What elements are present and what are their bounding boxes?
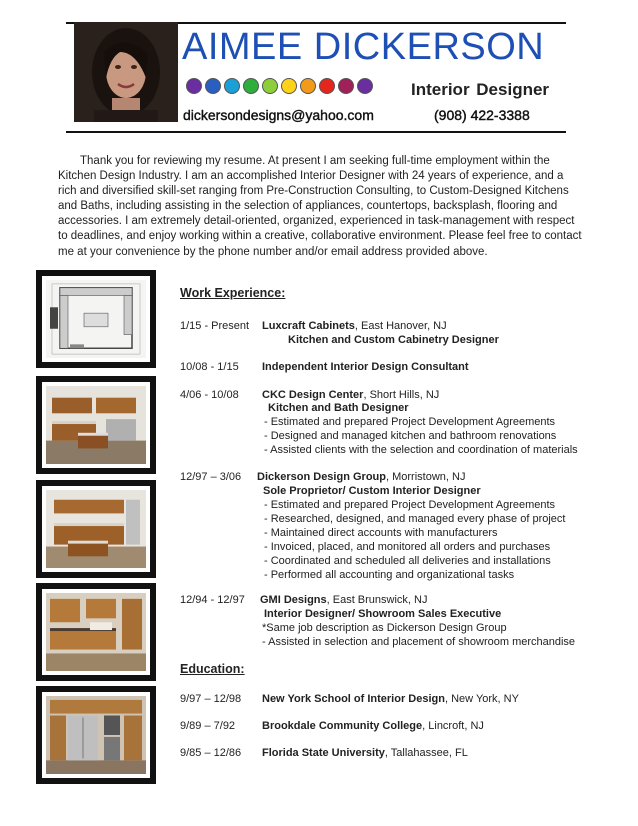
- profile-photo: [74, 22, 178, 122]
- job-location: , Short Hills, NJ: [363, 389, 440, 401]
- job-company: Dickerson Design Group: [257, 471, 386, 483]
- job-bullet: - Assisted in selection and placement of showroom merchandise: [262, 636, 576, 648]
- header-bottom-rule: [66, 131, 566, 133]
- kitchen-render-island-image: [36, 480, 156, 578]
- kitchen-floorplan-image: [36, 270, 156, 368]
- color-dot: [300, 78, 316, 94]
- education-school: New York School of Interior Design: [262, 693, 445, 705]
- education-location: , Lincroft, NJ: [422, 720, 484, 732]
- color-dot: [243, 78, 259, 94]
- job-bullet: - Assisted clients with the selection and coordination of materials: [264, 444, 578, 456]
- color-dot: [205, 78, 221, 94]
- education-date: 9/89 – 7/92: [180, 720, 236, 732]
- candidate-name: AIMEE DICKERSON: [182, 26, 545, 68]
- job-date: 4/06 - 10/08: [180, 389, 239, 401]
- job-bullet: *Same job description as Dickerson Design Group: [262, 622, 507, 634]
- job-date: 1/15 - Present: [180, 320, 250, 332]
- job-bullet: - Coordinated and scheduled all deliveries and installations: [264, 555, 551, 567]
- job-bullet: - Researched, designed, and managed every phase of project: [264, 513, 566, 525]
- email-link[interactable]: dickersondesigns@yahoo.com: [183, 107, 374, 123]
- kitchen-photo-appliances-image: [36, 686, 156, 784]
- education-school-line: [262, 693, 519, 705]
- education-school-line: [262, 720, 484, 732]
- job-date: 12/94 - 12/97: [180, 594, 245, 606]
- job-role: Kitchen and Bath Designer: [268, 402, 409, 414]
- job-bullet: - Estimated and prepared Project Development Agreements: [264, 499, 556, 511]
- education-school: Brookdale Community College: [262, 720, 423, 732]
- job-company: Luxcraft Cabinets: [262, 320, 355, 332]
- color-dot: [357, 78, 373, 94]
- job-company-line: [257, 471, 465, 483]
- color-dot: [281, 78, 297, 94]
- job-company-line: [262, 320, 447, 332]
- color-dot: [319, 78, 335, 94]
- job-company: CKC Design Center: [262, 389, 364, 401]
- job-role: Interior Designer/ Showroom Sales Executive: [264, 608, 502, 620]
- job-company: Independent Interior Design Consultant: [262, 361, 469, 373]
- education-date: 9/97 – 12/98: [180, 693, 242, 705]
- job-company-line: [262, 389, 439, 401]
- job-location: , East Hanover, NJ: [354, 320, 447, 332]
- education-heading: Education:: [180, 662, 245, 676]
- job-date: 10/08 - 1/15: [180, 361, 239, 373]
- color-dot: [262, 78, 278, 94]
- education-school: Florida State University: [262, 747, 385, 759]
- job-location: , East Brunswick, NJ: [326, 594, 428, 606]
- education-school-line: [262, 747, 468, 759]
- work-experience-heading: Work Experience:: [180, 286, 286, 300]
- job-bullet: - Designed and managed kitchen and bathroom renovations: [264, 430, 557, 442]
- color-dot-row: [186, 78, 373, 94]
- color-dot: [338, 78, 354, 94]
- intro-paragraph: Thank you for reviewing my resume. At present I am seeking full-time employment within the Kitchen Design Industry. I am an accomplished Interior Designer with 24 years of experience, and a rich and diversified skill-set ranging from Pre-Construction Consulting, to Custom-Designed Kitchens and Baths, including assisting in the selection of appliances, countertops, backsplash, flooring and accessories. I am extremely detail-oriented, organized, experienced in task-management with respect to deadlines, and enjoy working within a creative, collaborative environment. Please feel free to contact me at your convenience by the phone number and/or email address provided above.: [58, 155, 582, 258]
- job-date: 12/97 – 3/06: [180, 471, 242, 483]
- job-role: Kitchen and Custom Cabinetry Designer: [288, 334, 499, 346]
- job-bullet: - Maintained direct accounts with manufacturers: [264, 527, 498, 539]
- job-company: GMI Designs: [260, 594, 327, 606]
- education-date: 9/85 – 12/86: [180, 747, 242, 759]
- education-location: , Tallahassee, FL: [384, 747, 468, 759]
- color-dot: [186, 78, 202, 94]
- education-location: , New York, NY: [444, 693, 519, 705]
- job-title: Interior Designer: [411, 80, 550, 99]
- phone-number[interactable]: (908) 422-3388: [434, 107, 530, 123]
- job-location: , Morristown, NJ: [385, 471, 466, 483]
- job-bullet: - Invoiced, placed, and monitored all orders and purchases: [264, 541, 551, 553]
- kitchen-render-l-shape-image: [36, 376, 156, 474]
- job-bullet: - Performed all accounting and organizational tasks: [264, 569, 515, 581]
- kitchen-photo-wood-image: [36, 583, 156, 681]
- job-role: Sole Proprietor/ Custom Interior Designer: [263, 485, 481, 497]
- job-company-line: [260, 594, 427, 606]
- color-dot: [224, 78, 240, 94]
- job-bullet: - Estimated and prepared Project Development Agreements: [264, 416, 556, 428]
